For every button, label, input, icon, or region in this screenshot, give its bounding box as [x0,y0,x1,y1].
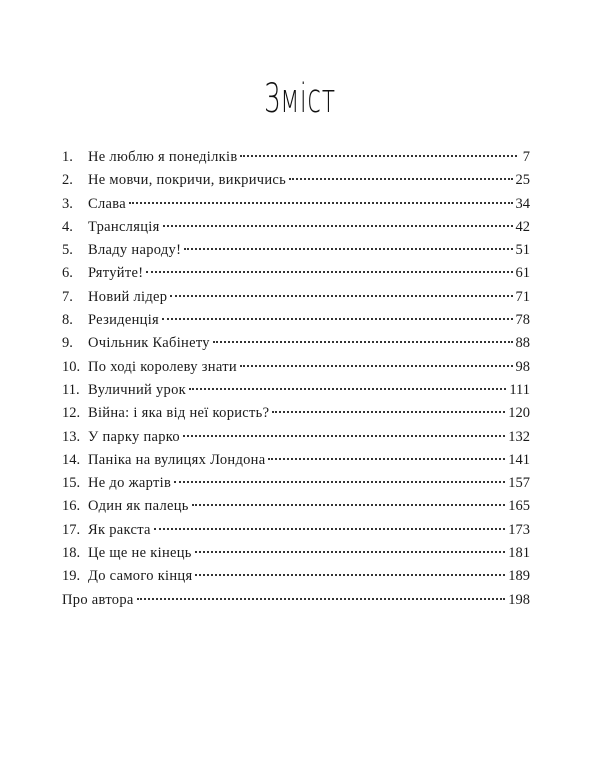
toc-entry-title: Резиденція [88,312,160,329]
toc-entry-page-number: 88 [515,335,530,352]
page-title: Зміст [264,76,336,122]
toc-entry-page-number: 42 [515,218,530,235]
toc-entry [62,356,530,379]
toc-entry-number: 3. [62,195,73,212]
toc-entry-title: Трансляція [88,218,160,235]
toc-entry-number: 5. [62,242,73,259]
toc-entry [62,216,530,239]
toc-entry [62,262,530,285]
toc-entry-page-number: 34 [515,195,530,212]
toc-entry [62,495,530,518]
toc-entry [62,169,530,192]
toc-entry [62,472,530,495]
dot-leader [183,435,505,437]
toc-entry-number: 7. [62,288,73,305]
toc-entry-page-number: 98 [515,358,530,375]
toc-entry-number: 15. [62,475,81,492]
toc-entry-number: 14. [62,451,81,468]
toc-entry-number: 8. [62,312,73,329]
toc-entry-number: 1. [62,149,73,165]
dot-leader [195,551,506,553]
toc-entry-title: Не люблю я понеділків [88,149,238,165]
toc-entry-page-number: 111 [509,381,530,398]
toc-entry-number: 12. [62,405,81,422]
toc-entry-page-number: 157 [508,475,530,492]
dot-leader [240,365,513,367]
toc-entry [62,193,530,216]
toc-entry-title: Новий лідер [88,288,168,305]
toc-entry-title: Вуличний урок [88,381,186,398]
toc-entry [62,402,530,425]
toc-entry-number: 16. [62,498,81,515]
toc-entry-title: Про автора [62,591,134,608]
toc-entry [62,426,530,449]
toc-entry [62,286,530,309]
toc-entry [62,542,530,565]
toc-entry-number: 10. [62,358,81,375]
toc-entry-page-number: 189 [508,568,530,585]
toc-entry-number: 19. [62,568,81,585]
dot-leader [174,481,505,483]
dot-leader [189,388,506,390]
toc-entry-number: 18. [62,545,81,562]
toc-entry-title: Рятуйте! [88,265,144,282]
toc-entry-number: 17. [62,521,81,538]
toc-entry-title: По ході королеву знати [88,358,237,375]
dot-leader [192,504,506,506]
toc-entry-page-number: 141 [508,451,530,468]
dot-leader [154,528,505,530]
toc-entry [62,565,530,588]
toc-entry-page-number: 181 [508,545,530,562]
toc-entry-title: Це ще не кінець [88,545,192,562]
toc-entry-page-number: 120 [508,405,530,422]
toc-entry-page-number: 51 [515,242,530,259]
dot-leader [162,318,512,320]
toc-entry-title: Паніка на вулицях Лондона [88,451,266,468]
toc-entry-title: Слава [88,195,126,212]
toc-entry [62,239,530,262]
toc-entry-page-number: 198 [508,591,530,608]
dot-leader [272,411,505,413]
dot-leader [213,341,513,343]
toc-entry-page-number: 132 [508,428,530,445]
toc-entry [62,146,530,169]
toc-entry-page-number: 25 [515,172,530,189]
dot-leader [195,574,505,576]
toc-entry-number: 4. [62,218,73,235]
toc-entry-page-number: 7 [522,149,530,165]
toc-entry-title: Не до жартів [88,475,172,492]
toc-entry-title: У парку парко [88,428,180,445]
toc-entry-title: Як ракста [88,521,151,538]
toc-entry-title: Владу народу! [88,242,182,259]
toc-entry-number: 13. [62,428,81,445]
toc-entry-page-number: 78 [515,312,530,329]
toc-entry [62,332,530,355]
dot-leader [146,271,512,273]
toc-entry-title: Не мовчи, покричи, викричись [88,172,287,189]
dot-leader [170,295,512,297]
toc-entry [62,379,530,402]
toc-entry-page-number: 173 [508,521,530,538]
toc-entry [62,589,530,612]
toc-entry [62,309,530,332]
dot-leader [129,202,513,204]
dot-leader [137,598,506,600]
dot-leader [240,155,517,157]
toc-entry [62,519,530,542]
table-of-contents [62,146,530,612]
toc-entry-number: 6. [62,265,73,282]
toc-entry-title: Очільник Кабінету [88,335,210,352]
toc-entry-page-number: 165 [508,498,530,515]
toc-entry-number: 11. [62,381,80,398]
dot-leader [268,458,505,460]
toc-entry-page-number: 71 [515,288,530,305]
toc-entry-title: Війна: і яка від неї користь? [88,405,270,422]
toc-entry [62,449,530,472]
dot-leader [163,225,513,227]
toc-entry-number: 9. [62,335,73,352]
toc-entry-title: Один як палець [88,498,189,515]
toc-entry-page-number: 61 [515,265,530,282]
toc-entry-number: 2. [62,172,73,189]
toc-entry-title: До самого кінця [88,568,193,585]
dot-leader [289,178,512,180]
dot-leader [184,248,512,250]
